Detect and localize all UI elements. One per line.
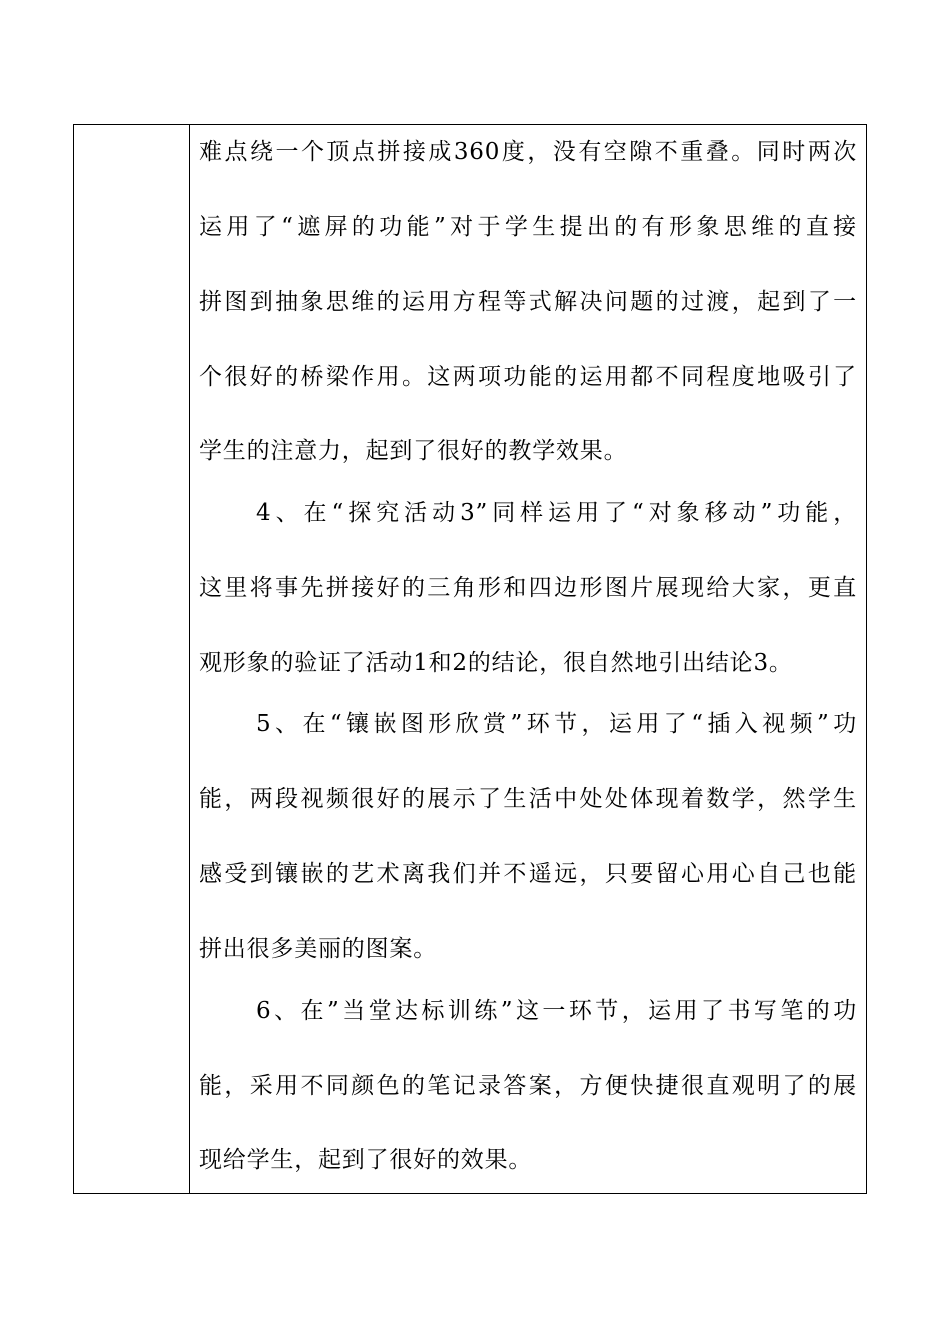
table-left-column bbox=[74, 125, 190, 1193]
content-table bbox=[73, 124, 867, 1194]
text-line-8: 观形象的验证了活动1和2的结论，很自然地引出结论3。 bbox=[199, 650, 793, 676]
text-line-15: 现给学生，起到了很好的效果。 bbox=[199, 1147, 533, 1173]
table-right-column bbox=[190, 125, 866, 1193]
text-line-5: 学生的注意力，起到了很好的教学效果。 bbox=[199, 438, 628, 464]
text-line-11: 感受到镶嵌的艺术离我们并不遥远，只要留心用心自己也能 bbox=[199, 861, 857, 887]
paragraph-6-line-1: 6、在”当堂达标训练”这一环节，运用了书写笔的功 bbox=[256, 998, 857, 1024]
text-line-1: 难点绕一个顶点拼接成360度，没有空隙不重叠。同时两次 bbox=[199, 139, 857, 165]
text-line-4: 个很好的桥梁作用。这两项功能的运用都不同程度地吸引了 bbox=[199, 364, 857, 390]
paragraph-4-line-1: 4、在“探究活动3”同样运用了“对象移动”功能， bbox=[256, 500, 857, 526]
paragraph-5-line-1: 5、在“镶嵌图形欣赏”环节，运用了“插入视频”功 bbox=[256, 711, 857, 737]
text-line-7: 这里将事先拼接好的三角形和四边形图片展现给大家，更直 bbox=[199, 575, 857, 601]
text-line-3: 拼图到抽象思维的运用方程等式解决问题的过渡，起到了一 bbox=[199, 289, 857, 315]
text-line-12: 拼出很多美丽的图案。 bbox=[199, 936, 437, 962]
text-line-2: 运用了“遮屏的功能”对于学生提出的有形象思维的直接 bbox=[199, 214, 857, 240]
text-line-14: 能，采用不同颜色的笔记录答案，方便快捷很直观明了的展 bbox=[199, 1073, 857, 1099]
text-line-10: 能，两段视频很好的展示了生活中处处体现着数学，然学生 bbox=[199, 786, 857, 812]
